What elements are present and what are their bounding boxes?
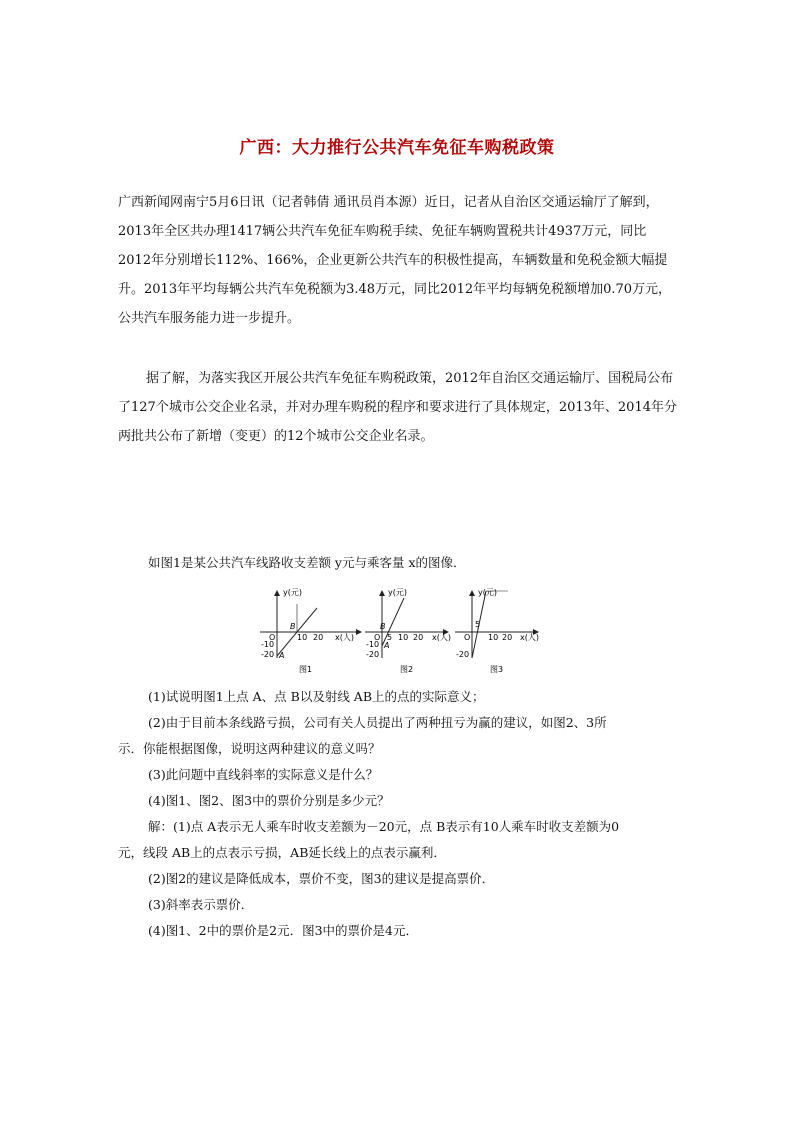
fig3-tick-5: 5 — [475, 620, 481, 629]
question-1: (1)试说明图1上点 A、点 B以及射线 AB上的点的实际意义； — [148, 689, 485, 704]
solution-3: (3)斜率表示票价． — [148, 897, 254, 912]
graph-figures — [255, 586, 545, 676]
fig2-caption: 图2 — [400, 665, 414, 674]
fig2-point-a-label: A — [384, 641, 390, 650]
article-title: 广西：大力推行公共汽车免征车购税政策 — [239, 138, 555, 158]
fig1-point-a-label: A — [279, 651, 285, 660]
fig3-x-axis-label: x(人) — [520, 633, 539, 642]
fig2-tick-neg20: -20 — [366, 650, 380, 659]
fig1-tick-20: 20 — [313, 633, 324, 642]
fig2-origin-label: O — [374, 633, 381, 642]
figure-2 — [365, 588, 451, 674]
fig1-point-b-label: B — [290, 622, 296, 631]
fig3-tick-10: 10 — [488, 633, 499, 642]
question-4: (4)图1、图2、图3中的票价分别是多少元？ — [148, 793, 390, 808]
solution-1-line-2: 元，线段 AB上的点表示亏损，AB延长线上的点表示赢利． — [118, 845, 446, 860]
fig1-tick-neg10: -10 — [261, 640, 275, 649]
fig3-origin-label: O — [464, 633, 471, 642]
figure-3 — [455, 588, 539, 674]
questions-and-solutions — [118, 684, 678, 944]
fig1-x-axis-label: x(人) — [335, 633, 354, 642]
article-paragraph-2: 据了解，为落实我区开展公共汽车免征车购税政策，2012年自治区交通运输厅、国税局公布了127个城市公交企业名录，并对办理车购税的程序和要求进行了具体规定，2013年、2014年分两批共公布了新增（变更）的12个城市公交企业名录。 — [118, 371, 677, 444]
solution-2: (2)图2的建议是降低成本，票价不变，图3的建议是提高票价． — [148, 871, 495, 886]
fig2-tick-neg10: -10 — [366, 640, 380, 649]
fig2-x-axis-label: x(人) — [432, 633, 451, 642]
fig2-tick-10: 10 — [398, 633, 409, 642]
fig1-y-axis-label: y(元) — [283, 588, 302, 597]
fig2-y-axis-label: y(元) — [388, 588, 407, 597]
question-2-line-2: 示．你能根据图像，说明这两种建议的意义吗？ — [118, 741, 381, 756]
figure-1 — [260, 588, 361, 674]
fig3-caption: 图3 — [490, 665, 504, 674]
article-paragraph-1: 广西新闻网南宁5月6日讯（记者韩倩 通讯员肖本源）近日，记者从自治区交通运输厅了解到，2013年全区共办理1417辆公共汽车免征车购税手续、免征车辆购置税共计4937万元，同比2012年分别增长112%、166%，企业更新公共汽车的积极性提高，车辆数量和免税金额大幅提升。2013年平均每辆公共汽车免税额为3.48万元，同比2012年平均每辆免税额增加0.70万元，公共汽车服务能力进一步提升。 — [118, 195, 672, 326]
fig1-tick-neg20: -20 — [261, 650, 275, 659]
problem-intro: 如图1是某公共汽车线路收支差额 y元与乘客量 x的图像． — [148, 555, 466, 570]
fig1-caption: 图1 — [299, 665, 313, 674]
fig2-tick-20: 20 — [413, 633, 424, 642]
question-3: (3)此问题中直线斜率的实际意义是什么？ — [148, 767, 379, 782]
solution-4: (4)图1、2中的票价是2元．图3中的票价是4元． — [148, 923, 418, 938]
fig1-origin-label: O — [269, 633, 276, 642]
fig2-tick-5: 5 — [387, 633, 393, 642]
fig3-y-axis-label: y(元) — [478, 588, 497, 597]
fig3-tick-neg20: -20 — [456, 650, 470, 659]
fig3-tick-20: 20 — [502, 633, 513, 642]
fig2-point-b-label: B — [380, 622, 386, 631]
solution-1-line-1: 解：(1)点 A表示无人乘车时收支差额为－20元，点 B表示有10人乘车时收支差额为0 — [148, 819, 620, 834]
fig1-tick-10: 10 — [297, 633, 308, 642]
question-2-line-1: (2)由于目前本条线路亏损，公司有关人员提出了两种扭亏为赢的建议，如图2、3所 — [148, 715, 607, 730]
